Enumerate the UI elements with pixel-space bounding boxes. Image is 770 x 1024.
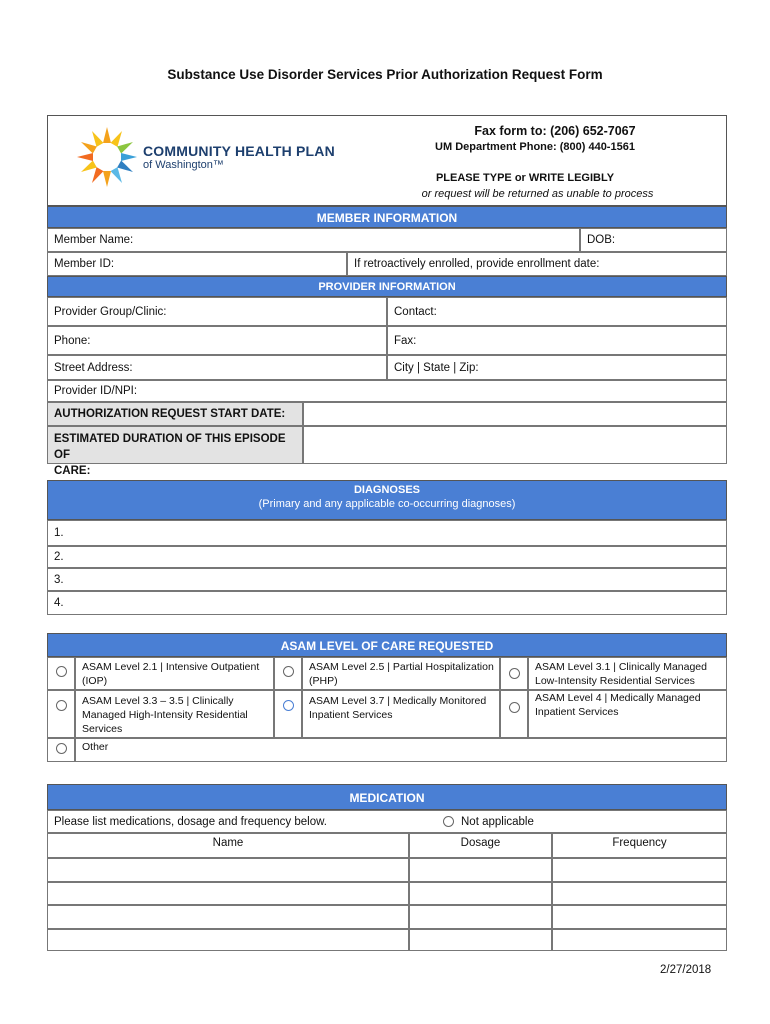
asam-4-radio[interactable] <box>509 702 520 713</box>
street-address-label: Street Address: <box>54 361 133 374</box>
medication-name-cell[interactable] <box>47 905 409 929</box>
medication-name-cell[interactable] <box>47 858 409 882</box>
start-date-label-cell <box>47 402 303 426</box>
diagnoses-subtitle: (Primary and any applicable co-occurring diagnoses) <box>258 498 516 510</box>
asam-3-7-radio[interactable] <box>283 700 294 711</box>
sunburst-logo-icon <box>76 126 138 188</box>
enrollment-date-label: If retroactively enrolled, provide enrollment date: <box>354 258 600 270</box>
start-date-label: AUTHORIZATION REQUEST START DATE: <box>54 408 286 420</box>
fax-field[interactable] <box>387 326 727 355</box>
duration-label-line1: ESTIMATED DURATION OF THIS EPISODE OF <box>54 433 286 461</box>
asam-2-5-label <box>309 660 499 688</box>
member-id-label: Member ID: <box>54 258 115 270</box>
asam-cell <box>47 690 75 738</box>
provider-npi-label: Provider ID/NPI: <box>54 385 138 397</box>
diagnosis-row-2[interactable] <box>47 546 727 568</box>
asam-other-label: Other <box>82 741 109 753</box>
medication-dosage-cell[interactable] <box>409 929 552 951</box>
asam-2-5-line1: ASAM Level 2.5 | Partial Hospitalization <box>309 661 494 673</box>
member-name-label: Member Name: <box>54 234 134 246</box>
medication-frequency-cell[interactable] <box>552 882 727 905</box>
start-date-input[interactable] <box>303 402 727 426</box>
col-header-dosage: Dosage <box>409 833 552 858</box>
asam-2-5-radio[interactable] <box>283 666 294 677</box>
asam-cell <box>274 690 302 738</box>
medication-instructions: Please list medications, dosage and frequency below. <box>54 816 327 828</box>
asam-cell <box>75 738 727 762</box>
phone-field[interactable] <box>47 326 387 355</box>
footer-date: 2/27/2018 <box>660 964 712 976</box>
asam-3-1-radio[interactable] <box>509 668 520 679</box>
medication-name-cell[interactable] <box>47 929 409 951</box>
not-applicable-label: Not applicable <box>461 816 534 828</box>
medication-frequency-cell[interactable] <box>552 929 727 951</box>
asam-4-label <box>535 691 725 719</box>
logo-wordmark: COMMUNITY HEALTH PLAN <box>143 143 335 159</box>
col-header-name: Name <box>47 833 409 858</box>
contact-label: Contact: <box>394 305 437 318</box>
duration-label-cell <box>47 426 303 477</box>
provider-info-heading: PROVIDER INFORMATION <box>47 276 727 297</box>
asam-3-7-line1: ASAM Level 3.7 | Medically Monitored <box>309 695 487 707</box>
member-info-heading: MEMBER INFORMATION <box>47 206 727 228</box>
asam-3-3-line2: Managed High-Intensity Residential <box>82 709 248 721</box>
asam-3-3-label <box>82 694 272 736</box>
asam-3-1-line2: Low-Intensity Residential Services <box>535 675 695 687</box>
diagnosis-row-1[interactable] <box>47 520 727 546</box>
duration-input[interactable] <box>303 426 727 464</box>
duration-label-line2: CARE: <box>54 465 91 477</box>
asam-2-1-line1: ASAM Level 2.1 | Intensive Outpatient <box>82 661 260 673</box>
provider-group-label: Provider Group/Clinic: <box>54 305 167 318</box>
asam-2-1-radio[interactable] <box>56 666 67 677</box>
diagnoses-title: DIAGNOSES <box>353 484 420 496</box>
asam-3-7-label <box>309 694 499 722</box>
enrollment-date-field[interactable] <box>347 252 727 276</box>
asam-4-line2: Inpatient Services <box>535 706 619 718</box>
provider-npi-field[interactable] <box>47 380 727 402</box>
medication-dosage-cell[interactable] <box>409 858 552 882</box>
diagnosis-number: 2. <box>54 551 64 563</box>
asam-3-1-line1: ASAM Level 3.1 | Clinically Managed <box>535 661 707 673</box>
asam-2-5-line2: (PHP) <box>309 675 338 687</box>
diagnosis-number: 1. <box>54 527 64 539</box>
diagnosis-row-3[interactable] <box>47 568 727 591</box>
medication-name-cell[interactable] <box>47 882 409 905</box>
phone-label: Phone: <box>54 334 91 347</box>
um-phone: UM Department Phone: (800) 440-1561 <box>435 141 635 153</box>
diagnosis-number: 4. <box>54 597 64 609</box>
medication-dosage-cell[interactable] <box>409 882 552 905</box>
type-legibly-notice: PLEASE TYPE or WRITE LEGIBLY <box>435 172 615 184</box>
member-id-field[interactable] <box>47 252 347 276</box>
dob-field[interactable] <box>580 228 727 252</box>
city-state-zip-label: City | State | Zip: <box>394 361 479 374</box>
asam-3-3-line1: ASAM Level 3.3 – 3.5 | Clinically <box>82 695 234 707</box>
medication-heading: MEDICATION <box>47 784 727 810</box>
asam-cell <box>500 690 528 738</box>
medication-dosage-cell[interactable] <box>409 905 552 929</box>
contact-field[interactable] <box>387 297 727 326</box>
diagnosis-number: 3. <box>54 573 64 586</box>
fax-number: Fax form to: (206) 652-7067 <box>474 124 636 138</box>
fax-label: Fax: <box>394 334 417 347</box>
logo-subtitle: of Washington™ <box>143 159 224 171</box>
diagnosis-row-4[interactable] <box>47 591 727 615</box>
asam-4-line1: ASAM Level 4 | Medically Managed <box>535 692 701 704</box>
col-header-frequency: Frequency <box>552 833 727 858</box>
not-applicable-radio[interactable] <box>443 816 454 827</box>
returned-note: or request will be returned as unable to process <box>421 188 654 200</box>
medication-frequency-cell[interactable] <box>552 905 727 929</box>
street-address-field[interactable] <box>47 355 387 380</box>
asam-2-1-line2: (IOP) <box>82 675 108 687</box>
asam-3-1-label <box>535 660 725 688</box>
asam-3-3-radio[interactable] <box>56 700 67 711</box>
provider-group-field[interactable] <box>47 297 387 326</box>
asam-3-3-line3: Services <box>82 723 123 735</box>
city-state-zip-field[interactable] <box>387 355 727 380</box>
medication-frequency-cell[interactable] <box>552 858 727 882</box>
asam-3-7-line2: Inpatient Services <box>309 709 393 721</box>
asam-other-radio[interactable] <box>56 743 67 754</box>
diagnoses-heading <box>47 480 727 520</box>
member-name-field[interactable] <box>47 228 580 252</box>
page-title: Substance Use Disorder Services Prior Authorization Request Form <box>167 67 603 82</box>
dob-label: DOB: <box>587 234 616 246</box>
asam-2-1-label <box>82 660 272 688</box>
asam-heading: ASAM LEVEL OF CARE REQUESTED <box>47 633 727 657</box>
